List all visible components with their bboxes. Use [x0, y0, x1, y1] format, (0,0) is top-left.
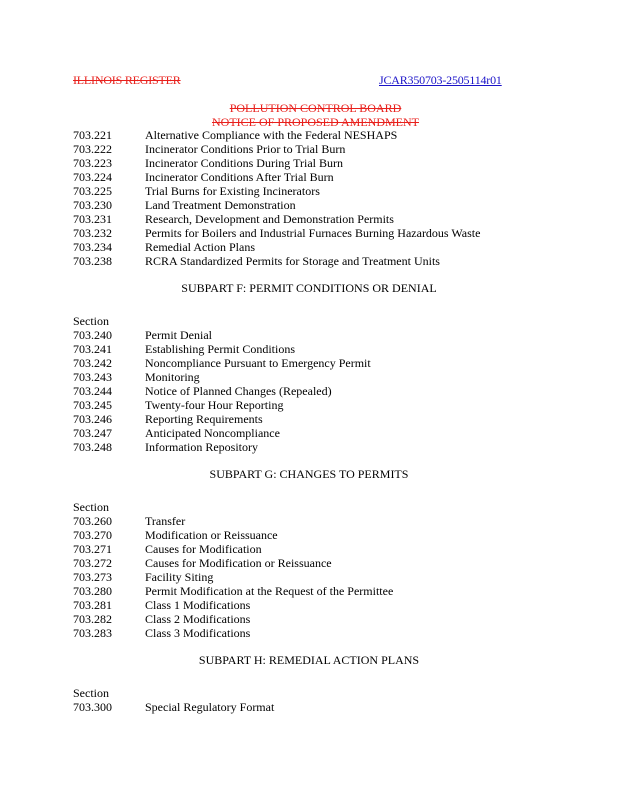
- board-title: POLLUTION CONTROL BOARD: [229, 101, 402, 115]
- section-entry: [73, 612, 593, 626]
- section-title: Establishing Permit Conditions: [145, 342, 296, 356]
- jcar-reference: JCAR350703-2505114r01: [379, 73, 502, 87]
- section-title: Class 3 Modifications: [145, 626, 251, 640]
- section-entry: [73, 240, 593, 254]
- section-number: 703.260: [73, 514, 112, 528]
- section-entry: [73, 412, 593, 426]
- section-number: 703.283: [73, 626, 112, 640]
- section-label: Section: [73, 314, 109, 328]
- section-entry: [73, 212, 593, 226]
- section-entry: [73, 440, 593, 454]
- section-entry: [73, 528, 593, 542]
- section-entry: [73, 328, 593, 342]
- section-title: RCRA Standardized Permits for Storage and Treatment Units: [145, 254, 440, 268]
- section-entry: [73, 342, 593, 356]
- section-number: 703.231: [73, 212, 112, 226]
- section-title: Modification or Reissuance: [145, 528, 278, 542]
- section-title: Incinerator Conditions During Trial Burn: [145, 156, 343, 170]
- section-number: 703.242: [73, 356, 112, 370]
- section-title: Alternative Compliance with the Federal NESHAPS: [145, 128, 398, 142]
- section-title: Notice of Planned Changes (Repealed): [145, 384, 332, 398]
- section-number: 703.221: [73, 128, 112, 142]
- section-number: 703.282: [73, 612, 112, 626]
- section-title: Causes for Modification: [145, 542, 262, 556]
- subpart-heading: SUBPART G: CHANGES TO PERMITS: [209, 467, 409, 481]
- section-entry: [73, 570, 593, 584]
- section-title: Trial Burns for Existing Incinerators: [145, 184, 320, 198]
- section-number: 703.281: [73, 598, 112, 612]
- section-entry: [73, 370, 593, 384]
- section-number: 703.225: [73, 184, 112, 198]
- section-title: Transfer: [145, 514, 186, 528]
- section-number: 703.248: [73, 440, 112, 454]
- section-entry: [73, 584, 593, 598]
- section-title: Incinerator Conditions Prior to Trial Burn: [145, 142, 346, 156]
- section-entry: [73, 398, 593, 412]
- section-number: 703.247: [73, 426, 112, 440]
- section-entry: [73, 226, 593, 240]
- section-number: 703.234: [73, 240, 112, 254]
- section-number: 703.273: [73, 570, 112, 584]
- section-entry: [73, 184, 593, 198]
- section-number: 703.246: [73, 412, 112, 426]
- section-title: Causes for Modification or Reissuance: [145, 556, 332, 570]
- section-entry: [73, 128, 593, 142]
- section-title: Incinerator Conditions After Trial Burn: [145, 170, 334, 184]
- subpart-heading: SUBPART F: PERMIT CONDITIONS OR DENIAL: [181, 281, 437, 295]
- section-entry: [73, 542, 593, 556]
- section-entry: [73, 700, 593, 714]
- section-label: Section: [73, 500, 109, 514]
- section-entry: [73, 142, 593, 156]
- section-number: 703.241: [73, 342, 112, 356]
- section-number: 703.232: [73, 226, 112, 240]
- section-title: Research, Development and Demonstration Permits: [145, 212, 394, 226]
- section-entry: [73, 598, 593, 612]
- section-entry: [73, 198, 593, 212]
- section-title: Remedial Action Plans: [145, 240, 255, 254]
- section-number: 703.230: [73, 198, 112, 212]
- section-title: Permit Denial: [145, 328, 212, 342]
- section-entry: [73, 556, 593, 570]
- section-title: Anticipated Noncompliance: [145, 426, 280, 440]
- section-number: 703.238: [73, 254, 112, 268]
- section-title: Permits for Boilers and Industrial Furnaces Burning Hazardous Waste: [145, 226, 481, 240]
- section-listing: [73, 128, 593, 714]
- section-entry: [73, 156, 593, 170]
- section-number: 703.244: [73, 384, 112, 398]
- register-header: ILLINOIS REGISTER: [73, 73, 181, 87]
- section-title: Land Treatment Demonstration: [145, 198, 296, 212]
- section-number: 703.222: [73, 142, 112, 156]
- section-number: 703.223: [73, 156, 112, 170]
- section-number: 703.270: [73, 528, 112, 542]
- section-number: 703.271: [73, 542, 112, 556]
- section-title: Class 2 Modifications: [145, 612, 251, 626]
- section-title: Twenty-four Hour Reporting: [145, 398, 284, 412]
- section-title: Special Regulatory Format: [145, 700, 275, 714]
- section-number: 703.224: [73, 170, 112, 184]
- section-entry: [73, 254, 593, 268]
- section-title: Permit Modification at the Request of the Permittee: [145, 584, 394, 598]
- section-entry: [73, 356, 593, 370]
- subpart-heading: SUBPART H: REMEDIAL ACTION PLANS: [198, 653, 420, 667]
- section-title: Class 1 Modifications: [145, 598, 251, 612]
- section-label: Section: [73, 686, 109, 700]
- section-title: Information Repository: [145, 440, 258, 454]
- section-number: 703.240: [73, 328, 112, 342]
- section-title: Reporting Requirements: [145, 412, 263, 426]
- section-entry: [73, 170, 593, 184]
- section-number: 703.280: [73, 584, 112, 598]
- section-title: Noncompliance Pursuant to Emergency Permit: [145, 356, 371, 370]
- section-entry: [73, 426, 593, 440]
- section-entry: [73, 384, 593, 398]
- section-number: 703.300: [73, 700, 112, 714]
- section-entry: [73, 626, 593, 640]
- section-title: Facility Siting: [145, 570, 214, 584]
- section-number: 703.243: [73, 370, 112, 384]
- section-title: Monitoring: [145, 370, 200, 384]
- section-number: 703.272: [73, 556, 112, 570]
- notice-title: NOTICE OF PROPOSED AMENDMENT: [211, 115, 420, 129]
- section-number: 703.245: [73, 398, 112, 412]
- section-entry: [73, 514, 593, 528]
